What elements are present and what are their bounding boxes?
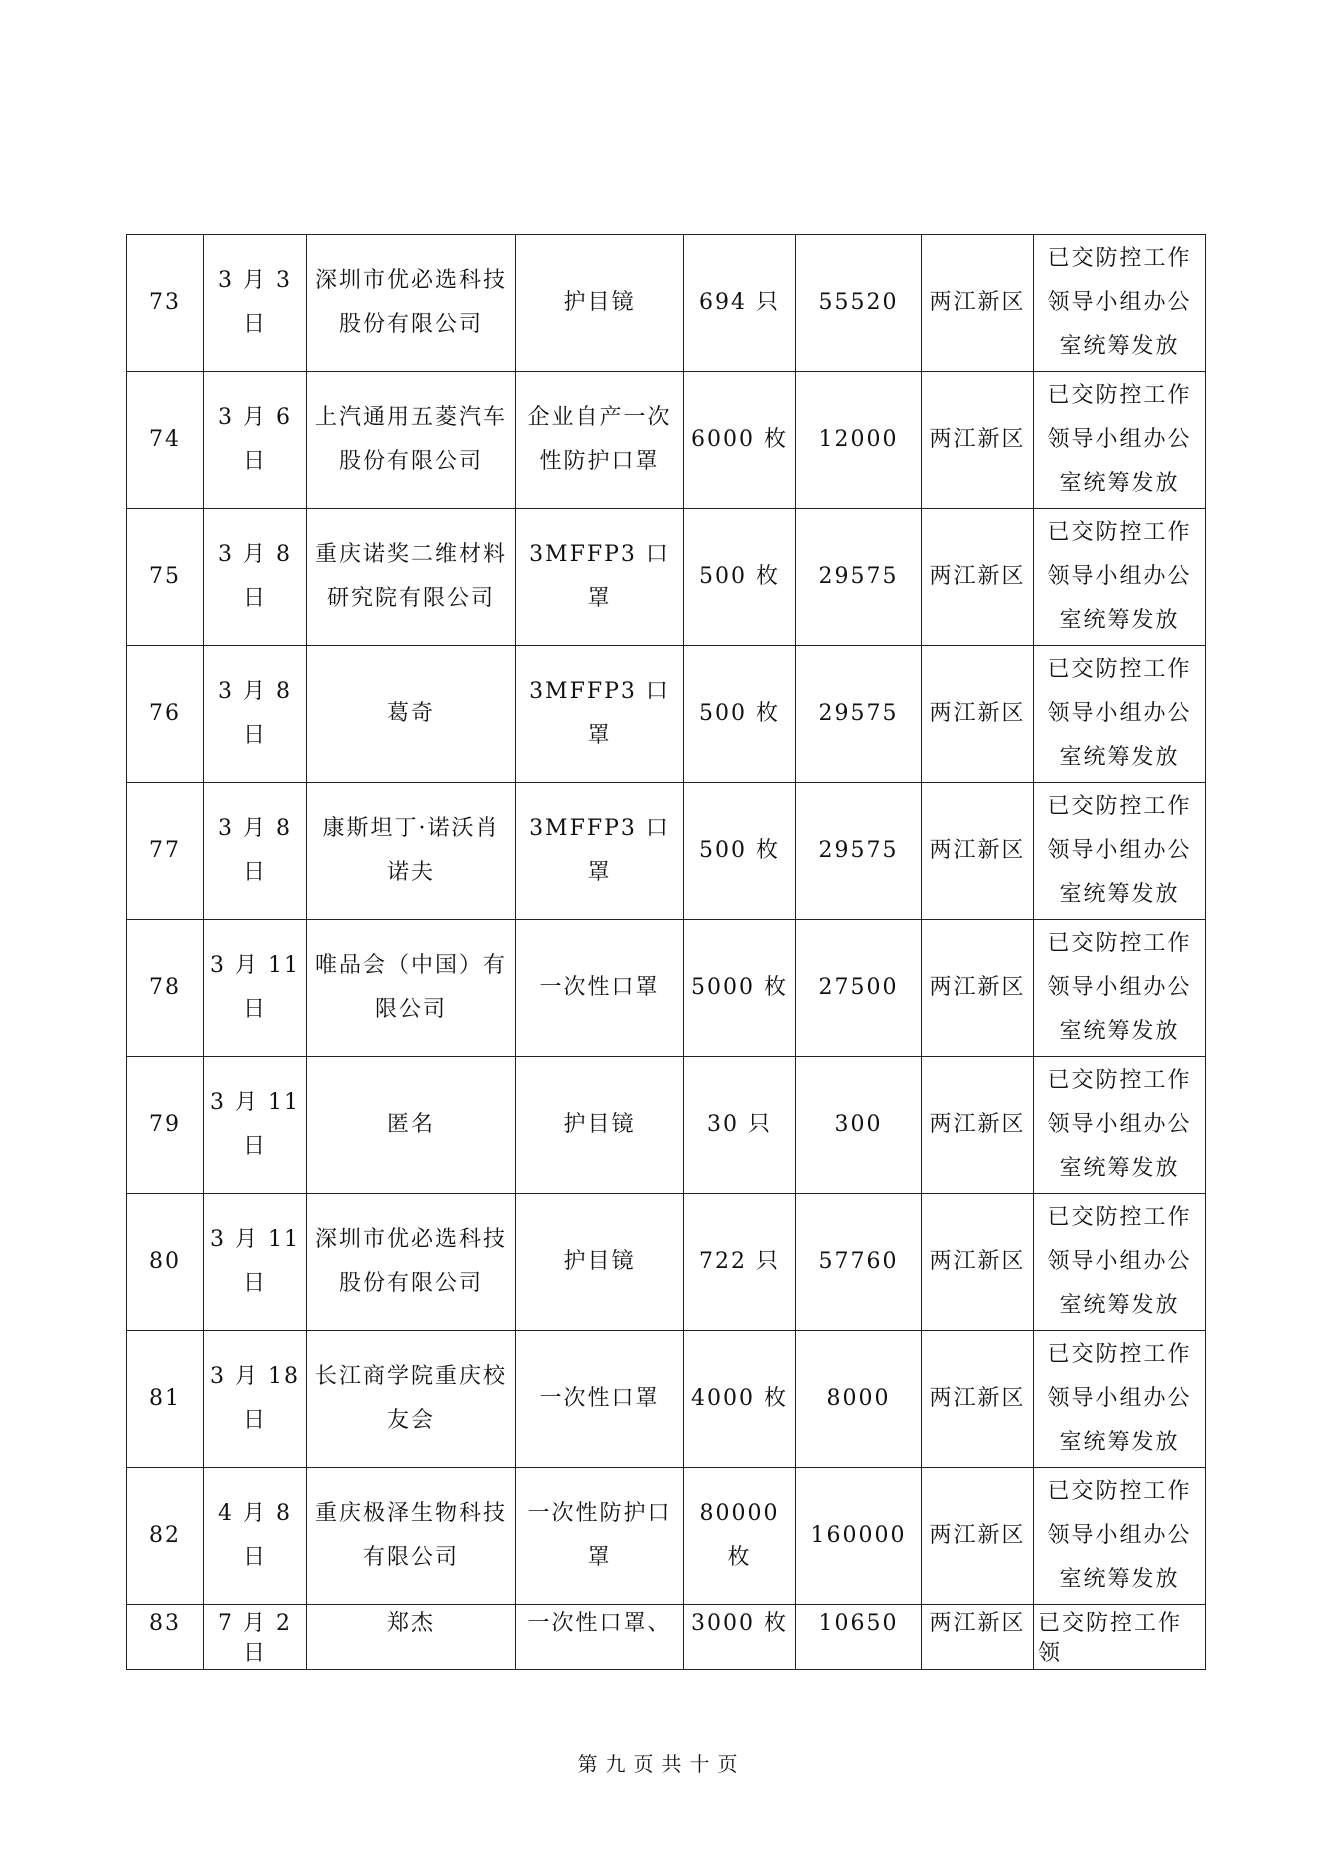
donation-date: 3 月 8 日 (204, 509, 307, 646)
donated-item: 企业自产一次性防护口罩 (516, 372, 684, 509)
item-value: 55520 (796, 235, 922, 372)
item-value: 27500 (796, 920, 922, 1057)
recipient-area: 两江新区 (922, 509, 1034, 646)
donor-name: 匿名 (307, 1057, 516, 1194)
item-quantity: 500 枚 (684, 509, 796, 646)
donation-date: 3 月 6 日 (204, 372, 307, 509)
donation-date: 3 月 11 日 (204, 1057, 307, 1194)
item-value: 29575 (796, 783, 922, 920)
row-number: 81 (127, 1331, 204, 1468)
row-number: 80 (127, 1194, 204, 1331)
table-row (127, 1057, 1206, 1194)
donation-date: 7 月 2 日 (204, 1605, 307, 1670)
table-row (127, 1194, 1206, 1331)
item-value: 57760 (796, 1194, 922, 1331)
donation-date: 3 月 11 日 (204, 920, 307, 1057)
row-number: 79 (127, 1057, 204, 1194)
table-row (127, 509, 1206, 646)
distribution-status: 已交防控工作领导小组办公室统筹发放 (1034, 372, 1206, 509)
item-value: 160000 (796, 1468, 922, 1605)
distribution-status: 已交防控工作领导小组办公室统筹发放 (1034, 783, 1206, 920)
distribution-status: 已交防控工作领导小组办公室统筹发放 (1034, 1194, 1206, 1331)
distribution-status: 已交防控工作领导小组办公室统筹发放 (1034, 920, 1206, 1057)
distribution-status: 已交防控工作领导小组办公室统筹发放 (1034, 1331, 1206, 1468)
table-row (127, 646, 1206, 783)
donor-name: 长江商学院重庆校友会 (307, 1331, 516, 1468)
recipient-area: 两江新区 (922, 1468, 1034, 1605)
distribution-status: 已交防控工作领导小组办公室统筹发放 (1034, 509, 1206, 646)
donated-item: 一次性口罩 (516, 1331, 684, 1468)
item-value: 29575 (796, 509, 922, 646)
recipient-area: 两江新区 (922, 235, 1034, 372)
recipient-area: 两江新区 (922, 783, 1034, 920)
table-row (127, 372, 1206, 509)
donation-table (126, 234, 1206, 1670)
item-value: 10650 (796, 1605, 922, 1670)
donated-item: 3MFFP3 口罩 (516, 646, 684, 783)
item-value: 8000 (796, 1331, 922, 1468)
distribution-status: 已交防控工作领导小组办公室统筹发放 (1034, 1468, 1206, 1605)
item-quantity: 694 只 (684, 235, 796, 372)
item-quantity: 4000 枚 (684, 1331, 796, 1468)
item-quantity: 80000 枚 (684, 1468, 796, 1605)
donor-name: 上汽通用五菱汽车股份有限公司 (307, 372, 516, 509)
row-number: 75 (127, 509, 204, 646)
donor-name: 唯品会（中国）有限公司 (307, 920, 516, 1057)
donor-name: 郑杰 (307, 1605, 516, 1670)
item-value: 300 (796, 1057, 922, 1194)
row-number: 73 (127, 235, 204, 372)
recipient-area: 两江新区 (922, 1057, 1034, 1194)
donated-item: 护目镜 (516, 1194, 684, 1331)
donor-name: 重庆极泽生物科技有限公司 (307, 1468, 516, 1605)
recipient-area: 两江新区 (922, 372, 1034, 509)
donor-name: 深圳市优必选科技股份有限公司 (307, 235, 516, 372)
donated-item: 3MFFP3 口罩 (516, 509, 684, 646)
recipient-area: 两江新区 (922, 1194, 1034, 1331)
distribution-status: 已交防控工作领导小组办公室统筹发放 (1034, 235, 1206, 372)
donated-item: 护目镜 (516, 1057, 684, 1194)
row-number: 82 (127, 1468, 204, 1605)
donation-date: 3 月 11 日 (204, 1194, 307, 1331)
item-quantity: 5000 枚 (684, 920, 796, 1057)
donor-name: 康斯坦丁·诺沃肖诺夫 (307, 783, 516, 920)
item-quantity: 500 枚 (684, 646, 796, 783)
donation-date: 3 月 8 日 (204, 783, 307, 920)
donation-date: 3 月 8 日 (204, 646, 307, 783)
table-row (127, 920, 1206, 1057)
row-number: 76 (127, 646, 204, 783)
donated-item: 护目镜 (516, 235, 684, 372)
distribution-status: 已交防控工作领导小组办公室统筹发放 (1034, 1057, 1206, 1194)
distribution-status: 已交防控工作领 (1034, 1605, 1206, 1670)
donor-name: 重庆诺奖二维材料研究院有限公司 (307, 509, 516, 646)
donor-name: 深圳市优必选科技股份有限公司 (307, 1194, 516, 1331)
donated-item: 一次性口罩 (516, 920, 684, 1057)
donor-name: 葛奇 (307, 646, 516, 783)
donation-date: 3 月 18 日 (204, 1331, 307, 1468)
donation-date: 4 月 8 日 (204, 1468, 307, 1605)
donated-item: 3MFFP3 口罩 (516, 783, 684, 920)
table-row (127, 1468, 1206, 1605)
recipient-area: 两江新区 (922, 646, 1034, 783)
distribution-status: 已交防控工作领导小组办公室统筹发放 (1034, 646, 1206, 783)
item-quantity: 30 只 (684, 1057, 796, 1194)
table-row (127, 783, 1206, 920)
donated-item: 一次性防护口罩 (516, 1468, 684, 1605)
row-number: 77 (127, 783, 204, 920)
recipient-area: 两江新区 (922, 1331, 1034, 1468)
row-number: 74 (127, 372, 204, 509)
item-value: 29575 (796, 646, 922, 783)
item-quantity: 6000 枚 (684, 372, 796, 509)
item-quantity: 3000 枚 (684, 1605, 796, 1670)
donation-date: 3 月 3 日 (204, 235, 307, 372)
row-number: 83 (127, 1605, 204, 1670)
recipient-area: 两江新区 (922, 920, 1034, 1057)
table-row (127, 1605, 1206, 1670)
page-footer: 第九页共十页 (577, 1752, 746, 1776)
item-quantity: 722 只 (684, 1194, 796, 1331)
item-value: 12000 (796, 372, 922, 509)
item-quantity: 500 枚 (684, 783, 796, 920)
table-row (127, 235, 1206, 372)
recipient-area: 两江新区 (922, 1605, 1034, 1670)
row-number: 78 (127, 920, 204, 1057)
table-row (127, 1331, 1206, 1468)
table-body (127, 235, 1206, 1670)
donated-item: 一次性口罩、 (516, 1605, 684, 1670)
